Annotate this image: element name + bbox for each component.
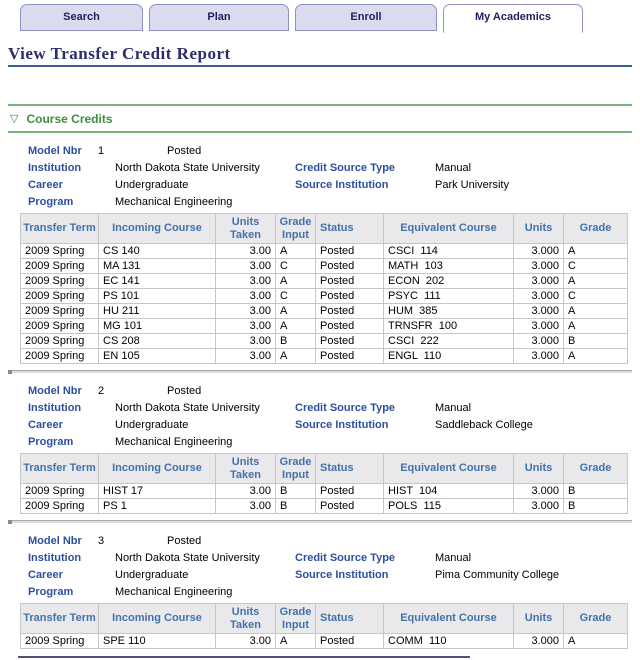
column-header: Transfer Term	[21, 454, 99, 484]
course-row	[21, 484, 628, 499]
credit-source-type-value: Manual	[435, 402, 472, 414]
column-header: Incoming Course	[99, 214, 216, 244]
course-cell: 3.000	[514, 319, 564, 334]
course-row	[21, 349, 628, 364]
course-row	[21, 289, 628, 304]
course-cell: 3.000	[514, 304, 564, 319]
page-content	[0, 44, 640, 649]
source-institution-label: Source Institution	[295, 419, 389, 431]
source-institution-value: Saddleback College	[435, 419, 533, 431]
column-header: Transfer Term	[21, 214, 99, 244]
model-nbr-value: 1	[98, 145, 105, 157]
career-value: Undergraduate	[115, 419, 189, 431]
course-cell: 3.00	[216, 349, 276, 364]
model-separator	[8, 520, 632, 523]
column-header: Grade	[564, 454, 628, 484]
course-cell: 2009 Spring	[21, 349, 99, 364]
course-cell: 3.000	[514, 499, 564, 514]
course-cell: SPE 110	[99, 634, 216, 649]
credit-source-type-value: Manual	[435, 552, 472, 564]
course-row	[21, 634, 628, 649]
table-header-row	[21, 454, 628, 484]
course-cell: CS 208	[99, 334, 216, 349]
course-cell: HUM 385	[384, 304, 514, 319]
course-cell: 2009 Spring	[21, 484, 99, 499]
institution-value: North Dakota State University	[115, 162, 260, 174]
tab-my-academics[interactable]: My Academics	[443, 4, 583, 33]
course-cell: 3.000	[514, 334, 564, 349]
column-header: Grade Input	[276, 454, 316, 484]
course-cell: PS 101	[99, 289, 216, 304]
course-cell: 3.00	[216, 274, 276, 289]
column-header: Equivalent Course	[384, 454, 514, 484]
model-post-status: Posted	[167, 385, 202, 397]
course-cell: 3.000	[514, 349, 564, 364]
collapse-triangle-icon[interactable]: ▽	[10, 112, 19, 125]
table-header-row	[21, 214, 628, 244]
course-cell: 3.00	[216, 289, 276, 304]
course-cell: CSCI 114	[384, 244, 514, 259]
course-cell: Posted	[316, 244, 384, 259]
course-cell: Posted	[316, 634, 384, 649]
course-cell: A	[564, 349, 628, 364]
course-cell: C	[564, 289, 628, 304]
course-cell: A	[564, 274, 628, 289]
course-cell: A	[564, 634, 628, 649]
career-label: Career	[28, 569, 63, 581]
course-cell: HIST 17	[99, 484, 216, 499]
course-cell: A	[276, 274, 316, 289]
course-cell: HU 211	[99, 304, 216, 319]
model-block	[8, 143, 632, 364]
course-cell: 3.00	[216, 319, 276, 334]
course-cell: A	[564, 319, 628, 334]
course-cell: 3.00	[216, 304, 276, 319]
course-cell: A	[276, 304, 316, 319]
title-underline	[8, 65, 632, 67]
course-cell: 3.00	[216, 634, 276, 649]
column-header: Equivalent Course	[384, 604, 514, 634]
course-credits-table	[20, 453, 628, 514]
course-cell: 2009 Spring	[21, 259, 99, 274]
course-credits-section-header	[8, 104, 632, 133]
course-cell: 2009 Spring	[21, 274, 99, 289]
column-header: Status	[316, 454, 384, 484]
course-cell: 3.00	[216, 244, 276, 259]
course-cell: Posted	[316, 319, 384, 334]
program-label: Program	[28, 586, 74, 598]
course-cell: B	[276, 334, 316, 349]
course-row	[21, 304, 628, 319]
model-post-status: Posted	[167, 145, 202, 157]
credit-source-type-label: Credit Source Type	[295, 162, 396, 174]
model-nbr-value: 3	[98, 535, 105, 547]
course-cell: 3.000	[514, 259, 564, 274]
program-value: Mechanical Engineering	[115, 196, 233, 208]
course-cell: HIST 104	[384, 484, 514, 499]
course-cell: MA 131	[99, 259, 216, 274]
model-nbr-label: Model Nbr	[28, 385, 82, 397]
career-value: Undergraduate	[115, 569, 189, 581]
course-cell: EN 105	[99, 349, 216, 364]
model-nbr-label: Model Nbr	[28, 535, 82, 547]
institution-label: Institution	[28, 162, 82, 174]
column-header: Incoming Course	[99, 604, 216, 634]
tab-enroll[interactable]: Enroll	[295, 4, 437, 31]
course-cell: 3.00	[216, 499, 276, 514]
course-cell: A	[564, 304, 628, 319]
course-cell: 3.000	[514, 274, 564, 289]
course-cell: 2009 Spring	[21, 304, 99, 319]
course-cell: 2009 Spring	[21, 499, 99, 514]
course-cell: Posted	[316, 499, 384, 514]
course-cell: C	[276, 259, 316, 274]
tab-bar	[0, 0, 640, 32]
course-cell: POLS 115	[384, 499, 514, 514]
model-block	[8, 533, 632, 649]
credit-source-type-value: Manual	[435, 162, 472, 174]
column-header: Transfer Term	[21, 604, 99, 634]
course-cell: 2009 Spring	[21, 334, 99, 349]
table-header-row	[21, 604, 628, 634]
course-cell: 3.00	[216, 334, 276, 349]
bottom-cutoff-line	[18, 656, 470, 658]
column-header: Grade Input	[276, 214, 316, 244]
column-header: Units	[514, 214, 564, 244]
course-credits-table	[20, 603, 628, 649]
course-row	[21, 319, 628, 334]
course-cell: 2009 Spring	[21, 319, 99, 334]
institution-value: North Dakota State University	[115, 552, 260, 564]
course-cell: ENGL 110	[384, 349, 514, 364]
course-cell: 2009 Spring	[21, 289, 99, 304]
model-nbr-value: 2	[98, 385, 105, 397]
column-header: Incoming Course	[99, 454, 216, 484]
credit-source-type-label: Credit Source Type	[295, 402, 396, 414]
column-header: Grade	[564, 214, 628, 244]
course-cell: 3.00	[216, 484, 276, 499]
course-cell: C	[276, 289, 316, 304]
course-cell: MATH 103	[384, 259, 514, 274]
column-header: Units	[514, 454, 564, 484]
column-header: Units Taken	[216, 214, 276, 244]
course-cell: 2009 Spring	[21, 244, 99, 259]
source-institution-label: Source Institution	[295, 179, 389, 191]
model-post-status: Posted	[167, 535, 202, 547]
program-value: Mechanical Engineering	[115, 586, 233, 598]
course-cell: A	[276, 634, 316, 649]
program-label: Program	[28, 436, 74, 448]
tab-search[interactable]: Search	[20, 4, 143, 31]
credit-source-type-label: Credit Source Type	[295, 552, 396, 564]
source-institution-value: Park University	[435, 179, 509, 191]
course-row	[21, 334, 628, 349]
course-cell: COMM 110	[384, 634, 514, 649]
course-cell: Posted	[316, 334, 384, 349]
course-cell: 2009 Spring	[21, 634, 99, 649]
course-cell: B	[564, 334, 628, 349]
course-cell: PSYC 111	[384, 289, 514, 304]
course-cell: A	[564, 244, 628, 259]
course-cell: CSCI 222	[384, 334, 514, 349]
course-cell: ECON 202	[384, 274, 514, 289]
course-cell: 3.000	[514, 244, 564, 259]
page-title: View Transfer Credit Report	[8, 44, 231, 63]
course-cell: 3.000	[514, 289, 564, 304]
course-cell: MG 101	[99, 319, 216, 334]
course-cell: CS 140	[99, 244, 216, 259]
course-cell: Posted	[316, 274, 384, 289]
column-header: Units	[514, 604, 564, 634]
course-cell: B	[564, 484, 628, 499]
course-credits-table	[20, 213, 628, 364]
course-row	[21, 274, 628, 289]
program-value: Mechanical Engineering	[115, 436, 233, 448]
course-cell: Posted	[316, 304, 384, 319]
course-row	[21, 499, 628, 514]
course-cell: A	[276, 244, 316, 259]
column-header: Equivalent Course	[384, 214, 514, 244]
column-header: Grade Input	[276, 604, 316, 634]
course-cell: PS 1	[99, 499, 216, 514]
course-cell: 3.000	[514, 484, 564, 499]
course-cell: Posted	[316, 259, 384, 274]
column-header: Status	[316, 214, 384, 244]
tab-plan[interactable]: Plan	[149, 4, 289, 31]
course-cell: EC 141	[99, 274, 216, 289]
models-container	[8, 143, 632, 649]
column-header: Units Taken	[216, 454, 276, 484]
course-cell: TRNSFR 100	[384, 319, 514, 334]
course-cell: B	[276, 484, 316, 499]
course-cell: A	[276, 319, 316, 334]
course-cell: C	[564, 259, 628, 274]
course-cell: Posted	[316, 289, 384, 304]
column-header: Status	[316, 604, 384, 634]
section-title: Course Credits	[26, 112, 113, 126]
course-cell: 3.00	[216, 259, 276, 274]
course-row	[21, 244, 628, 259]
source-institution-label: Source Institution	[295, 569, 389, 581]
model-block	[8, 383, 632, 514]
model-separator	[8, 370, 632, 373]
course-row	[21, 259, 628, 274]
institution-label: Institution	[28, 552, 82, 564]
source-institution-value: Pima Community College	[435, 569, 560, 581]
course-cell: B	[564, 499, 628, 514]
column-header: Units Taken	[216, 604, 276, 634]
program-label: Program	[28, 196, 74, 208]
column-header: Grade	[564, 604, 628, 634]
course-cell: Posted	[316, 349, 384, 364]
institution-label: Institution	[28, 402, 82, 414]
course-cell: 3.000	[514, 634, 564, 649]
institution-value: North Dakota State University	[115, 402, 260, 414]
career-label: Career	[28, 419, 63, 431]
course-cell: B	[276, 499, 316, 514]
career-value: Undergraduate	[115, 179, 189, 191]
model-nbr-label: Model Nbr	[28, 145, 82, 157]
course-cell: A	[276, 349, 316, 364]
course-cell: Posted	[316, 484, 384, 499]
career-label: Career	[28, 179, 63, 191]
